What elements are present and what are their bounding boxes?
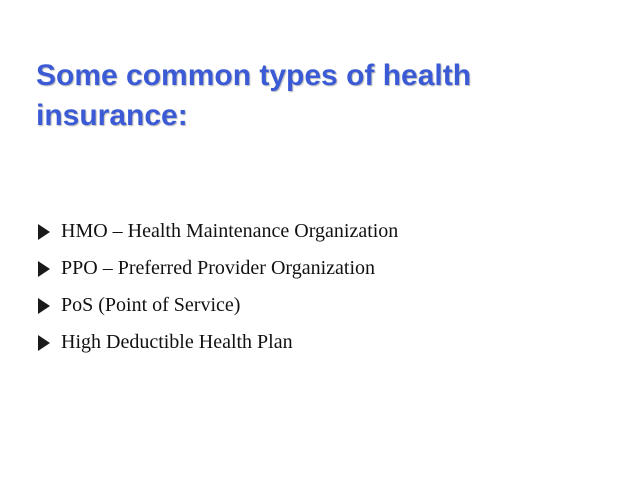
bullet-item	[38, 213, 398, 250]
bullet-label: PPO – Preferred Provider Organization	[61, 257, 376, 279]
triangle-right-icon	[38, 224, 50, 240]
bullet-label: PoS (Point of Service)	[61, 294, 241, 316]
bullet-list	[38, 213, 398, 361]
bullet-item	[38, 324, 398, 361]
bullet-label: HMO – Health Maintenance Organization	[61, 220, 399, 242]
triangle-right-icon	[38, 335, 50, 351]
bullet-item	[38, 250, 398, 287]
bullet-item	[38, 287, 398, 324]
triangle-right-icon	[38, 261, 50, 277]
slide-title: Some common types of health insurance:	[36, 59, 472, 132]
triangle-right-icon	[38, 298, 50, 314]
bullet-label: High Deductible Health Plan	[61, 331, 293, 353]
